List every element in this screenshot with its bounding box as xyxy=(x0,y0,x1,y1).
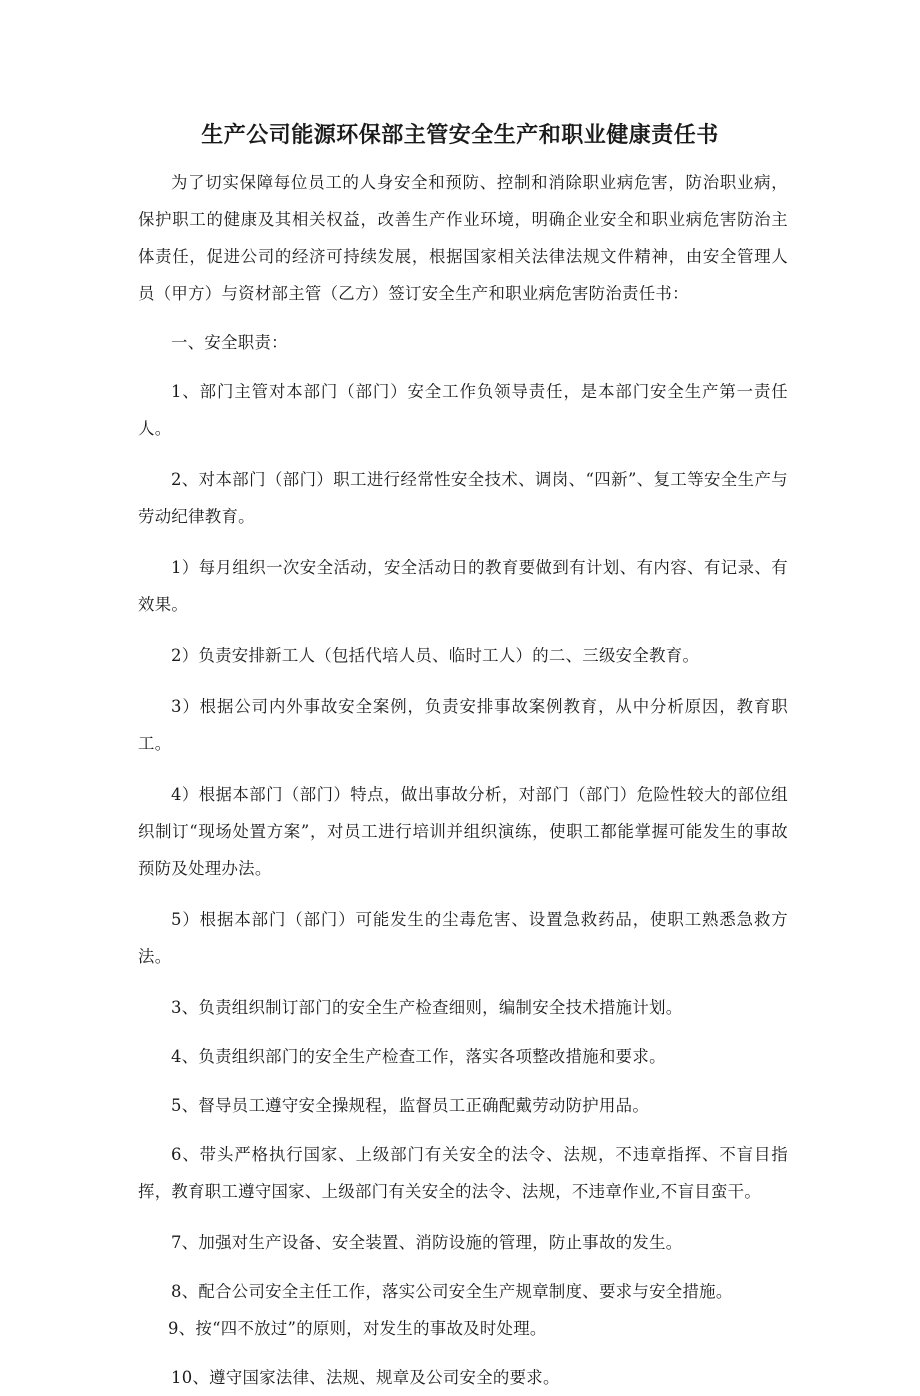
duty-item: 8、配合公司安全主任工作，落实公司安全生产规章制度、要求与安全措施。 xyxy=(171,1282,733,1301)
duty-sub-item: 3）根据公司内外事故安全案例，负责安排事故案例教育，从中分析原因，教育职工。 xyxy=(138,697,788,753)
duty-item: 7、加强对生产设备、安全装置、消防设施的管理，防止事故的发生。 xyxy=(171,1233,683,1252)
document-title: 生产公司能源环保部主管安全生产和职业健康责任书 xyxy=(201,122,719,148)
duty-item: 6、带头严格执行国家、上级部门有关安全的法令、法规，不违章指挥、不盲目指挥，教育职工遵守国家、上级部门有关安全的法令、法规，不违章作业,不盲目蛮干。 xyxy=(138,1145,788,1201)
duty-item: 10、遵守国家法律、法规、规章及公司安全的要求。 xyxy=(171,1368,560,1387)
duty-sub-item: 1）每月组织一次安全活动，安全活动日的教育要做到有计划、有内容、有记录、有效果。 xyxy=(138,558,788,614)
duty-sub-item: 5）根据本部门（部门）可能发生的尘毒危害、设置急救药品，使职工熟悉急救方法。 xyxy=(138,910,788,966)
duty-item: 5、督导员工遵守安全操规程，监督员工正确配戴劳动防护用品。 xyxy=(171,1096,650,1115)
duty-item: 1、部门主管对本部门（部门）安全工作负领导责任，是本部门安全生产第一责任人。 xyxy=(138,382,788,438)
section-heading: 一、安全职责： xyxy=(171,333,288,352)
duty-sub-item: 4）根据本部门（部门）特点，做出事故分析，对部门（部门）危险性较大的部位组织制订“现场处置方案”，对员工进行培训并组织演练，使职工都能掌握可能发生的事故预防及处理办法。 xyxy=(138,785,788,878)
document-page xyxy=(138,118,788,1396)
duty-item: 2、对本部门（部门）职工进行经常性安全技术、调岗、“四新”、复工等安全生产与劳动纪律教育。 xyxy=(138,470,788,526)
duty-item: 9、按“四不放过”的原则，对发生的事故及时处理。 xyxy=(168,1319,547,1338)
duty-item: 4、负责组织部门的安全生产检查工作，落实各项整改措施和要求。 xyxy=(171,1047,666,1066)
duty-item: 3、负责组织制订部门的安全生产检查细则，编制安全技术措施计划。 xyxy=(171,998,683,1017)
duty-sub-item: 2）负责安排新工人（包括代培人员、临时工人）的二、三级安全教育。 xyxy=(171,646,700,665)
intro-paragraph: 为了切实保障每位员工的人身安全和预防、控制和消除职业病危害，防治职业病，保护职工的健康及其相关权益，改善生产作业环境，明确企业安全和职业病危害防治主体责任，促进公司的经济可持续发展，根据国家相关法律法规文件精神，由安全管理人员（甲方）与资材部主管（乙方）签订安全生产和职业病危害防治责任书： xyxy=(138,173,788,303)
